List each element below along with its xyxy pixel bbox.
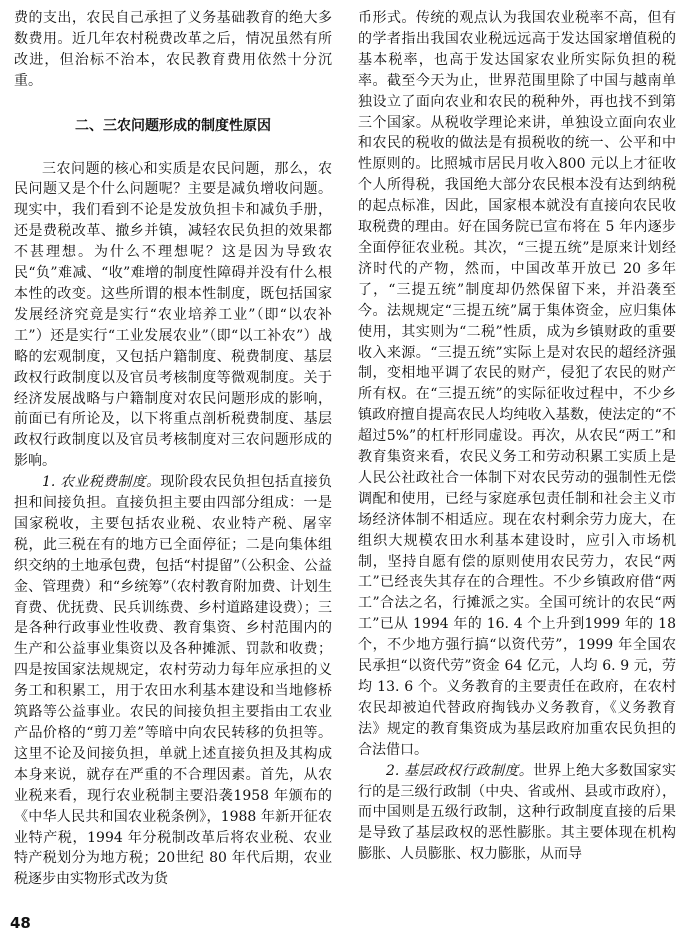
grassroots-governance-lead: 2. 基层政权行政制度。 bbox=[386, 762, 534, 779]
left-column bbox=[14, 8, 332, 890]
page-number: 48 bbox=[10, 914, 31, 932]
paragraph-continued: 币形式。传统的观点认为我国农业税率不高，但有的学者指出我国农业税远远高于发达国家增值税的基本税率，也高于发达国家农业所实际负担的税率。截至今天为止，世界范围里除了中国与越南单独设立了面向农业和农民的税种外，再也找不到第三个国家。从税收学理论来讲，单独设立面向农业和农民的税收的做法是有损税收的统一、公平和中性原则的。比照城市居民月收入800 元以上才征收个人所得税，我国绝大部分农民根本没有达到纳税的起点标准，因此，国家根本就没有直接向农民收取税费的理由。好在国务院已宣布将在 5 年内逐步全面停征农业税。其次，“三提五统”是原来计划经济时代的产物，然而，中国改革开放已 20 多年了，“三提五统”制度却仍然保留下来，并沿袭至今。法规规定“三提五统”属于集体资金，应归集体使用，其实则为“二税”性质，成为乡镇财政的重要收入来源。“三提五统”实际上是对农民的超经济强制，变相地平调了农民的财产，侵犯了农民的财产所有权。在“三提五统”的实际征收过程中，不少乡镇政府擅自提高农民人均纯收入基数，使法定的“不超过5%”的杠杆形同虚设。再次，从农民“两工”和教育集资来看，农民义务工和劳动积累工实质上是人民公社政社合一体制下对农民劳动的强制性无偿调配和使用，已经与家庭承包责任制和社会主义市场经济体制不相适应。现在农村剩余劳力庞大，在组织大规模农田水利基本建设时，应引入市场机制，坚持自愿有偿的原则使用农民劳力，农民“两工”已经丧失其存在的合理性。不少乡镇政府借“两工”合法之名，行摊派之实。全国可统计的农民“两工”已从 1994 年的 16. 4 个上升到1999 年的 18 个，不少地方强行搞“以资代劳”，1999 年全国农民承担“以资代劳”资金 64 亿元，人均 6. 9 元，劳均 13. 6 个。义务教育的主要责任在政府，在农村农民却被迫代替政府掏钱办义务教育，《义务教育法》规定的教育集资成为基层政府加重农民负担的合法借口。 bbox=[358, 10, 676, 758]
paragraph-intro: 费的支出，农民自己承担了义务基础教育的绝大多数费用。近几年农村税费改革之后，情况虽然有所改进，但治标不治本，农民教育费用依然十分沉重。 bbox=[14, 10, 332, 89]
paragraph-grassroots-governance bbox=[358, 761, 676, 866]
grassroots-governance-body: 世界上绝大多数国家实行的是三级行政制（中央、省或州、县或市政府），而中国则是五级行政制，这种行政制度直接的后果是导致了基层政权的恶性膨胀。其主要体现在机构膨胀、人员膨胀、权力膨胀，从而导 bbox=[358, 762, 677, 863]
section-heading: 二、三农问题形成的制度性原因 bbox=[75, 117, 271, 134]
paragraph-main: 三农问题的核心和实质是农民问题，那么，农民问题又是个什么问题呢？主要是减负增收问题。现实中，我们看到不论是发放负担卡和减负手册，还是费税改革、撤乡并镇，减轻农民负担的效果都不甚理想。为什么不理想呢？这是因为导致农民“负”难减、“收”难增的制度性障碍并没有什么根本性的改变。这些所谓的根本性制度，既包括国家发展经济究竟是实行“农业培养工业”（即“以农补工”）还是实行“工业发展农业”（即“以工补农”）战略的宏观制度，又包括户籍制度、税费制度、基层政权行政制度以及官员考核制度等微观制度。关于经济发展战略与户籍制度对农民问题形成的影响，前面已有所论及，以下将重点剖析税费制度、基层政权行政制度以及官员考核制度对三农问题形成的影响。 bbox=[14, 160, 332, 470]
paragraph-tax-system bbox=[14, 472, 332, 890]
tax-system-body: 现阶段农民负担包括直接负担和间接负担。直接负担主要由四部分组成：一是国家税收，主要包括农业税、农业特产税、屠宰税，此三税在有的地方已全面停征；二是向集体组织交纳的土地承包费，包括“村提留”（公积金、公益金、管理费）和“乡统筹”（农村教育附加费、计划生育费、优抚费、民兵训练费、乡村道路建设费）；三是各种行政事业性收费、教育集资、乡村范围内的生产和公益事业集资以及各种摊派、罚款和收费；四是按国家法规规定，农村劳动力每年应承担的义务工和积累工，用于农田水利基本建设和当地修桥筑路等公益事业。农民的间接负担主要指由工农业产品价格的“剪刀差”等暗中向农民转移的负担等。这里不论及间接负担，单就上述直接负担及其构成本身来说，就存在严重的不合理因素。首先，从农业税来看，现行农业税制主要沿袭1958 年颁布的《中华人民共和国农业税条例》，1988 年新开征农业特产税，1994 年分税制改革后将农业税、农业特产税划分为地方税；20世纪 80 年代后期，农业税逐步由实物形式改为货 bbox=[14, 474, 333, 888]
tax-system-lead: 1. 农业税费制度。 bbox=[42, 474, 161, 491]
right-column bbox=[358, 8, 676, 865]
